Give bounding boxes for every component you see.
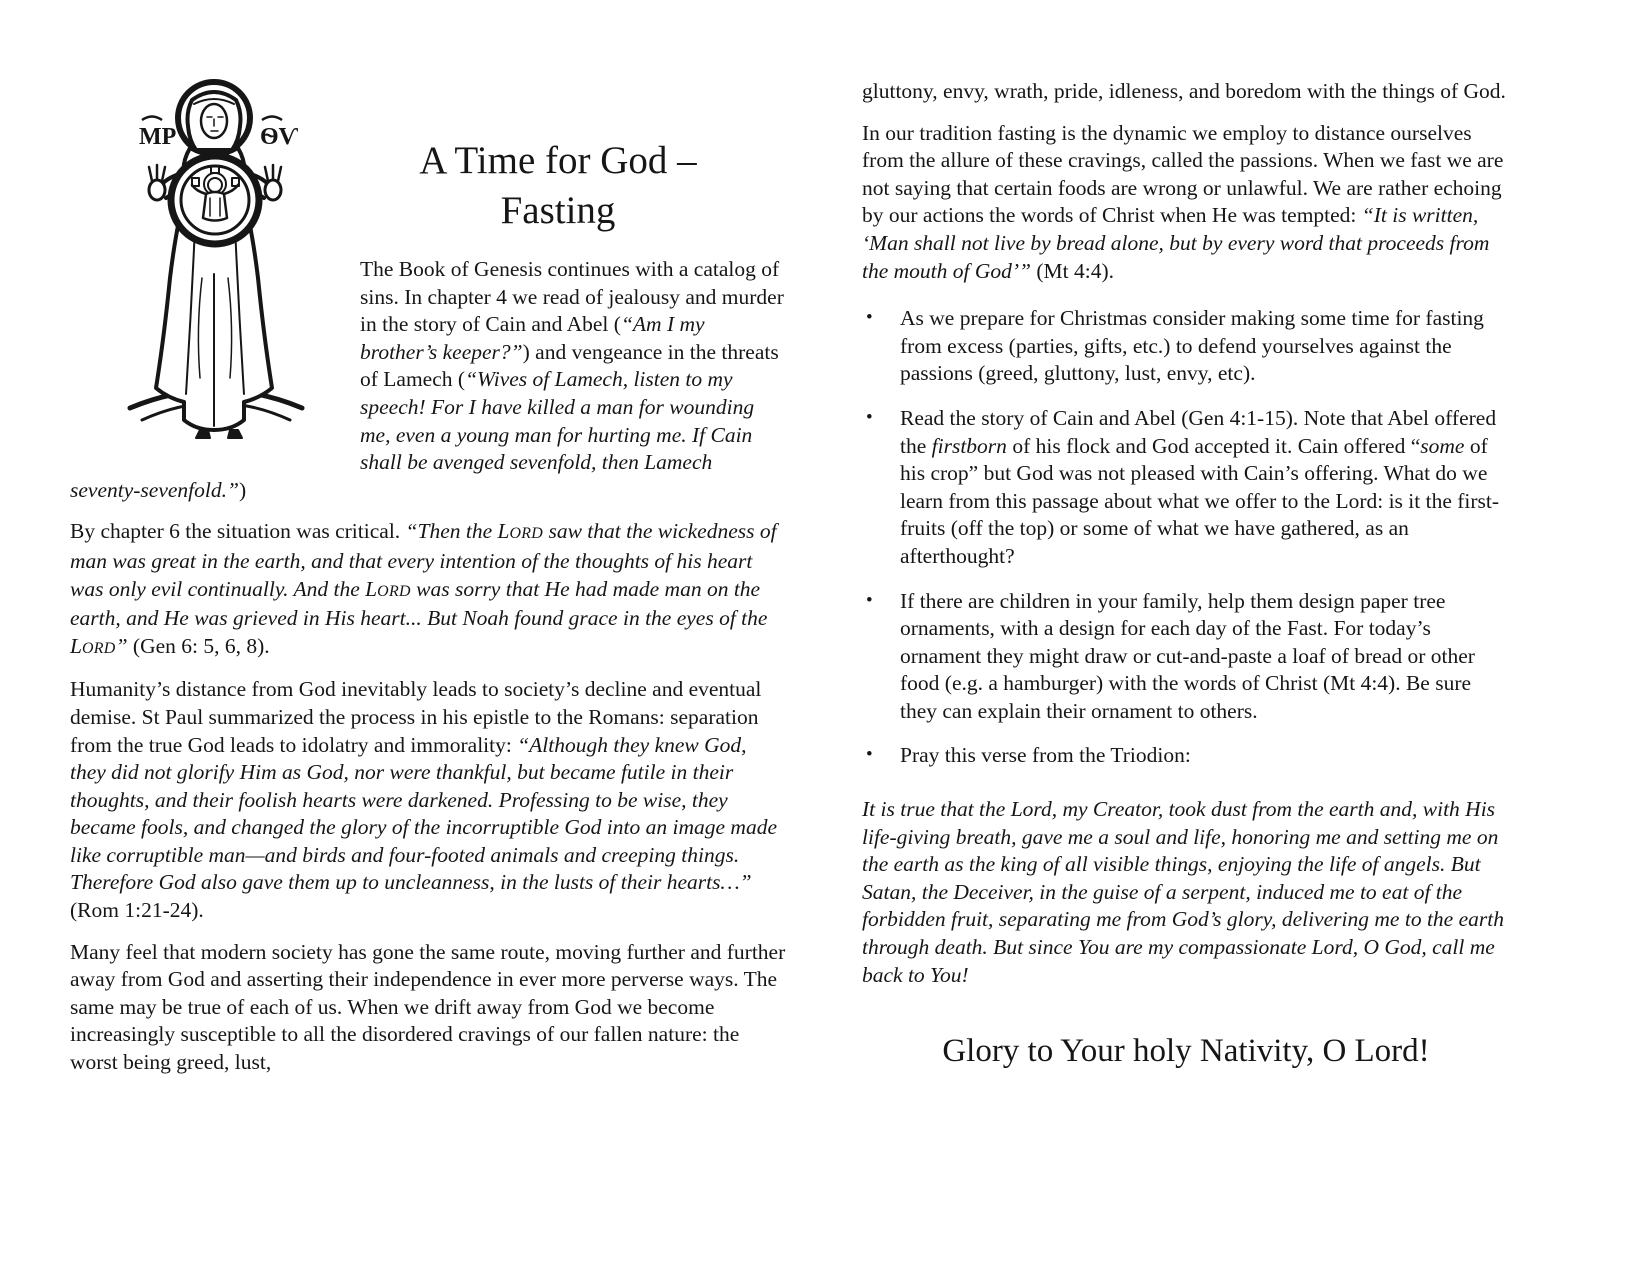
bullet-marker-icon: • — [866, 744, 873, 766]
right-column-body — [862, 78, 1510, 285]
bullet-item — [862, 305, 1510, 388]
text-run: ORD — [81, 639, 116, 657]
text-run: ” — [115, 633, 128, 658]
text-run: Pray this verse from the Triodion: — [900, 743, 1191, 768]
text-run: (Gen 6: 5, 6, 8). — [127, 633, 270, 658]
right-column — [862, 78, 1510, 1071]
paragraph — [70, 676, 786, 924]
text-run: As we prepare for Christmas consider making some time for fasting from excess (parties, gifts, etc.) to defend yourselves against the passions (greed, gluttony, lust, envy, etc). — [900, 306, 1484, 386]
page-title-line1: A Time for God – — [419, 139, 697, 182]
bullet-text — [900, 306, 1484, 385]
bullet-marker-icon: • — [866, 406, 873, 428]
text-run: firstborn — [931, 433, 1007, 458]
text-run: gluttony, envy, wrath, pride, idleness, and boredom with the things of God. — [862, 79, 1506, 103]
paragraph — [70, 939, 786, 1077]
paragraph — [70, 518, 786, 662]
text-run: By chapter 6 the situation was critical. — [70, 519, 406, 544]
text-run: (Mt 4:4). — [1031, 258, 1115, 283]
text-run: “Am I my brother’s keeper?” — [360, 312, 705, 364]
text-run: If there are children in your family, help them design paper tree ornaments, with a design for each day of the Fast. For today’s ornament they might draw or cut-and-paste a loaf of bread or other food (e.g. a hamburger) with the words of Christ (Mt 4:4). Be sure they can explain their ornament to others. — [900, 588, 1475, 723]
closing-line: Glory to Your holy Nativity, O Lord! — [942, 1033, 1430, 1070]
text-run: (Rom 1:21-24). — [70, 898, 204, 923]
text-run: In our tradition fasting is the dynamic we employ to distance ourselves from the allure of these cravings, called the passions. When we fast we are not saying that certain foods are wrong or unlawful. We are rather echoing by our actions the words of Christ when He was tempted: — [862, 120, 1504, 228]
text-run: some — [1420, 433, 1465, 458]
text-run: Many feel that modern society has gone the same route, moving further and further away from God and asserting their independence in ever more perverse ways. The same may be true of each of us. When we drift away from God we become increasingly susceptible to all the disordered cravings of our fallen nature: the worst being greed, lust, — [70, 939, 786, 1075]
bullet-marker-icon: • — [866, 307, 873, 329]
bullet-text — [900, 589, 1475, 723]
suggestions-list — [862, 305, 1510, 770]
theotokos-icon — [70, 78, 360, 450]
text-run: “Then the L — [405, 519, 510, 544]
bullet-text — [900, 406, 1499, 568]
text-run: “Wives of Lamech, listen to my speech! For I have killed a man for wounding me, even a young man for hurting me. If Cain shall be avenged sevenfold, then Lamech seventy-sevenfold.” — [70, 367, 755, 502]
left-column — [70, 78, 786, 1091]
triodion-verse — [862, 796, 1510, 989]
text-run: of his crop” but God was not pleased with Cain’s offering. What do we learn from this passage about what we offer to the Lord: is it the first-fruits (off the top) or some of what we have gathered, as an afterthought? — [900, 433, 1500, 568]
text-run: Humanity’s distance from God inevitably leads to society’s decline and eventual demise. St Paul summarized the process in his epistle to the Romans: separation from the true God leads to idolatry and immorality: — [70, 677, 762, 757]
text-run: of his flock and God accepted it. Cain offered “ — [1006, 433, 1421, 458]
text-run: ) and vengeance in the threats of Lamech ( — [360, 339, 779, 392]
bullet-item — [862, 405, 1510, 571]
bullet-item — [862, 588, 1510, 726]
icon-inscription-left: МР — [139, 124, 177, 150]
text-run: was sorry that He had made man on the earth, and He was grieved in His heart... But Noah found grace in the eyes of the L — [70, 576, 768, 658]
text-run: ORD — [509, 525, 544, 543]
text-run: It is true that the Lord, my Creator, took dust from the earth and, with His life-giving breath, gave me a soul and life, honoring me and setting me on the earth as the king of all visible things, enjoying the life of angels. But Satan, the Deceiver, in the guise of a serpent, induced me to eat of the forbidden fruit, separating me from God’s glory, delivering me to the earth through death. But since You are my compassionate Lord, O God, call me back to You! — [862, 797, 1504, 987]
bullet-marker-icon: • — [866, 589, 873, 611]
bullet-item — [862, 742, 1510, 770]
text-run: Read the story of Cain and Abel (Gen 4:1-15). Note that Abel offered the — [900, 405, 1497, 458]
text-run: “It is written, ‘Man shall not live by bread alone, but by every word that proceeds from the mouth of God’” — [862, 203, 1490, 283]
icon-inscription-right: ѲѴ — [260, 124, 299, 150]
theotokos-icon-drawing — [126, 78, 306, 440]
text-run: saw that the wickedness of man was great in the earth, and that every intention of the thoughts of his heart was only evil continually. And the L — [70, 519, 777, 601]
text-run: “Although they knew God, they did not glorify Him as God, nor were thankful, but became futile in their thoughts, and their foolish hearts were darkened. Professing to be wise, they became fools, and changed the glory of the incorruptible God into an image made like corruptible man—and birds and four-footed animals and creeping things. Therefore God also gave them up to uncleanness, in the lusts of their hearts…” — [70, 732, 777, 895]
paragraph — [862, 120, 1510, 286]
page-title-line2: Fasting — [500, 189, 616, 232]
text-run: ORD — [377, 582, 411, 600]
text-run: ) — [238, 477, 247, 502]
paragraph — [862, 78, 1510, 106]
text-run: The Book of Genesis continues with a catalog of sins. In chapter 4 we read of jealousy and murder in the story of Cain and Abel ( — [360, 257, 784, 337]
bullet-text — [900, 743, 1191, 767]
